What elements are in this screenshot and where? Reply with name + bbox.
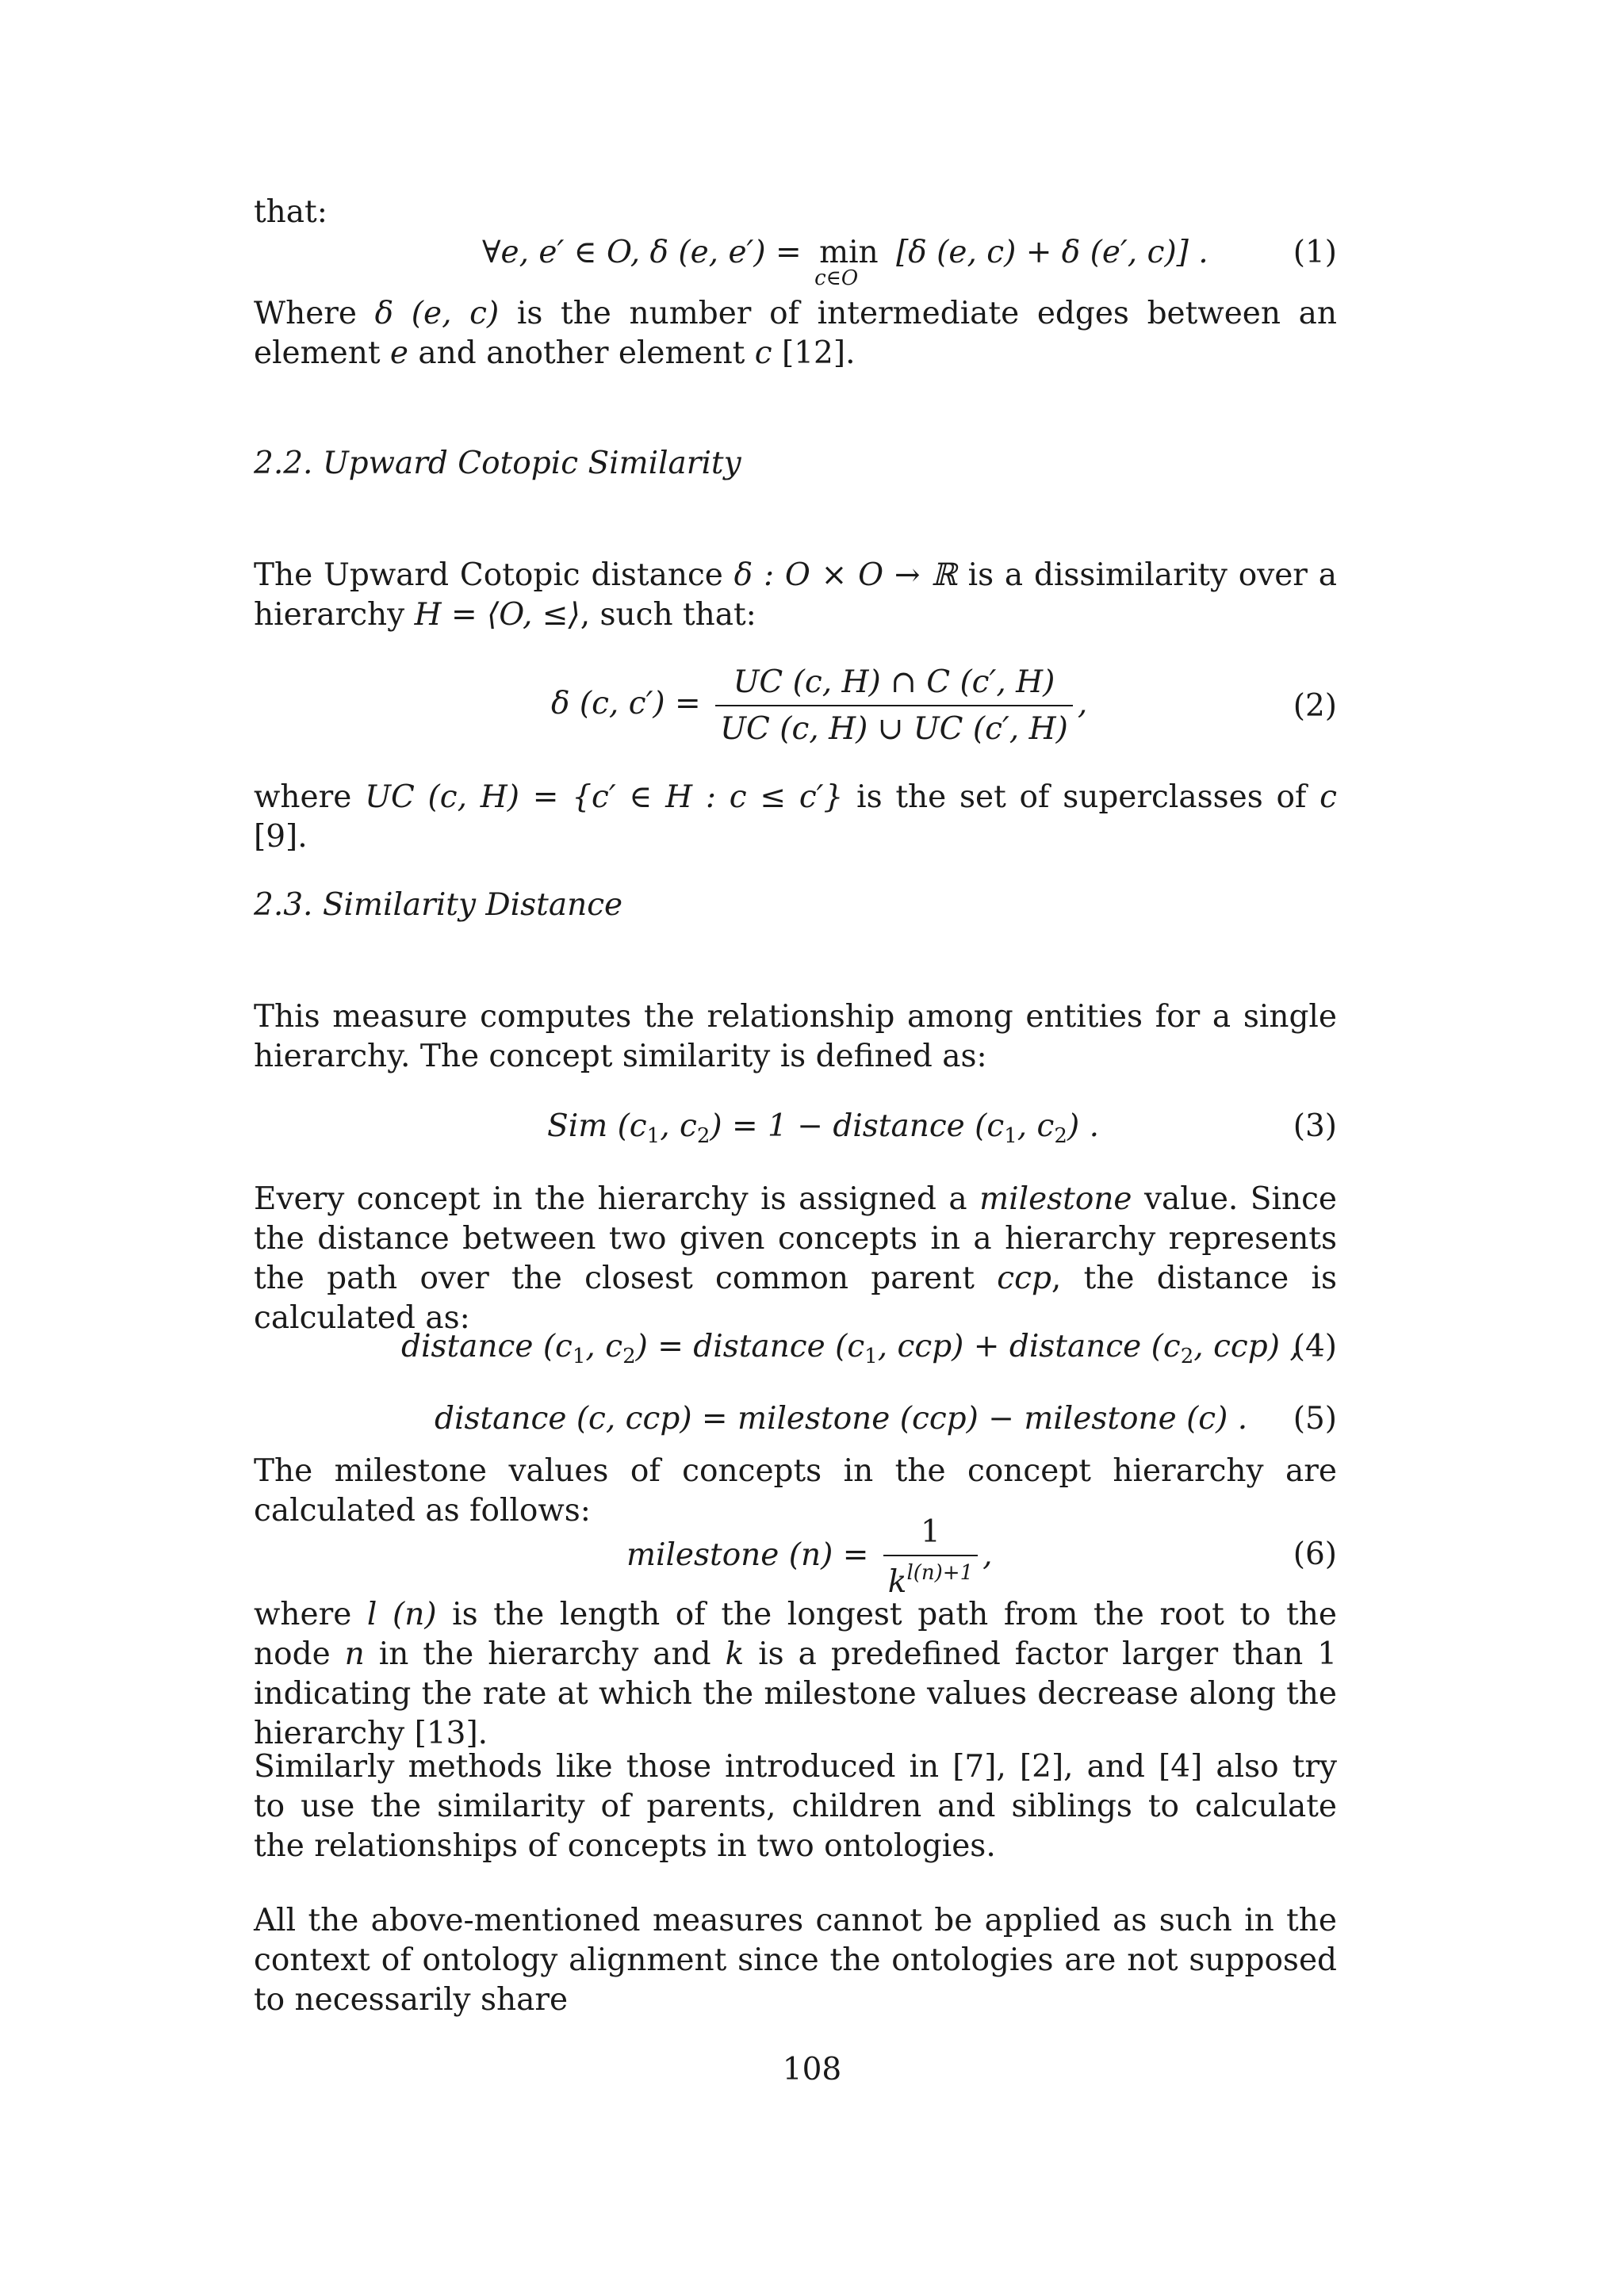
min-operator: min c∈O <box>814 235 879 290</box>
equation-number-6: (6) <box>1293 1536 1337 1572</box>
paragraph-longest-path: where l (n) is the length of the longest path from the root to the node n in the hierarchy and k is a predefined factor larger than 1 indicating the rate at which the milestone values decrease along the hierarchy [13]. <box>254 1597 1338 1751</box>
equation-3 <box>254 1108 1337 1156</box>
equation-5 <box>254 1401 1337 1448</box>
paragraph-delta-definition: Where δ (e, c) is the number of intermediate edges between an element e and another element c [12]. <box>254 296 1337 371</box>
equation-number-3: (3) <box>1293 1108 1337 1144</box>
equation-3-body: Sim ($c_1$, $c_2) = 1$ − distance ($c_1$, $c_2$) . <box>547 1108 1099 1148</box>
paragraph-uc-definition: where UC (c, H) = {c′ ∈ H : c ≤ c′} is the set of superclasses of c [9]. <box>254 779 1337 855</box>
paragraph-that: that: <box>254 194 327 230</box>
paragraph-upward-cotopic: The Upward Cotopic distance δ : O × O → ℝ is a dissimilarity over a hierarchy H = ⟨O, ≤⟩, such that: <box>254 557 1338 633</box>
paragraph-similar-methods: Similarly methods like those introduced in [7], [2], and [4] also try to use the similarity of parents, children and siblings to calculate the relationships of concepts in two ontologies. <box>254 1749 1337 1864</box>
equation-5-body: distance (c, ccp) = milestone (ccp) − milestone (c) . <box>435 1401 1248 1437</box>
equation-1-body: ∀e, e′ ∈ O, δ (e, e′) = min c∈O [δ (e, c) + δ (e′, c)] . <box>482 235 1208 290</box>
page-number: 108 <box>782 2052 842 2087</box>
section-heading-2-2: 2.2. Upward Cotopic Similarity <box>254 446 741 481</box>
equation-number-2: (2) <box>1293 688 1337 724</box>
paragraph-milestone-value: Every concept in the hierarchy is assigned a milestone value. Since the distance between two given concepts in a hierarchy represents the path over the closest common parent ccp, the distance is calculated as: <box>254 1181 1337 1336</box>
paragraph-single-hierarchy: This measure computes the relationship among entities for a single hierarchy. The concept similarity is defined as: <box>254 999 1337 1074</box>
equation-2 <box>254 664 1337 760</box>
equation-2-body: δ (c, c′) = $\frac{UC (c, H) \cap C (c', H)}{UC (c, H) \cup UC (c', H)}$ , <box>551 664 1088 747</box>
equation-6 <box>254 1514 1337 1601</box>
paragraph-milestone-calculation: The milestone values of concepts in the concept hierarchy are calculated as follows: <box>254 1453 1337 1529</box>
equation-number-5: (5) <box>1293 1401 1337 1437</box>
fraction-upward-cotopic: $\frac{UC (c, H) \cap C (c', H)}{UC (c, H) \cup UC (c', H)}$ <box>715 664 1073 747</box>
paragraph-above-mentioned: All the above-mentioned measures cannot be applied as such in the context of ontology alignment since the ontologies are not supposed to necessarily share <box>254 1903 1337 2018</box>
section-heading-2-3: 2.3. Similarity Distance <box>254 887 623 923</box>
equation-4 <box>254 1329 1337 1376</box>
equation-number-4: (4) <box>1293 1329 1337 1364</box>
equation-4-body: distance ($c_1$, $c_2$) = distance ($c_1$, ccp) + distance ($c_2$, ccp) , <box>401 1329 1300 1368</box>
equation-6-body: milestone (n) = $\frac{1}{k^{l(n)+1}}$ , <box>626 1514 993 1600</box>
equation-number-1: (1) <box>1293 235 1337 270</box>
equation-1 <box>254 235 1337 290</box>
fraction-milestone: $\frac{1}{k^{l(n)+1}}$ <box>883 1514 978 1600</box>
